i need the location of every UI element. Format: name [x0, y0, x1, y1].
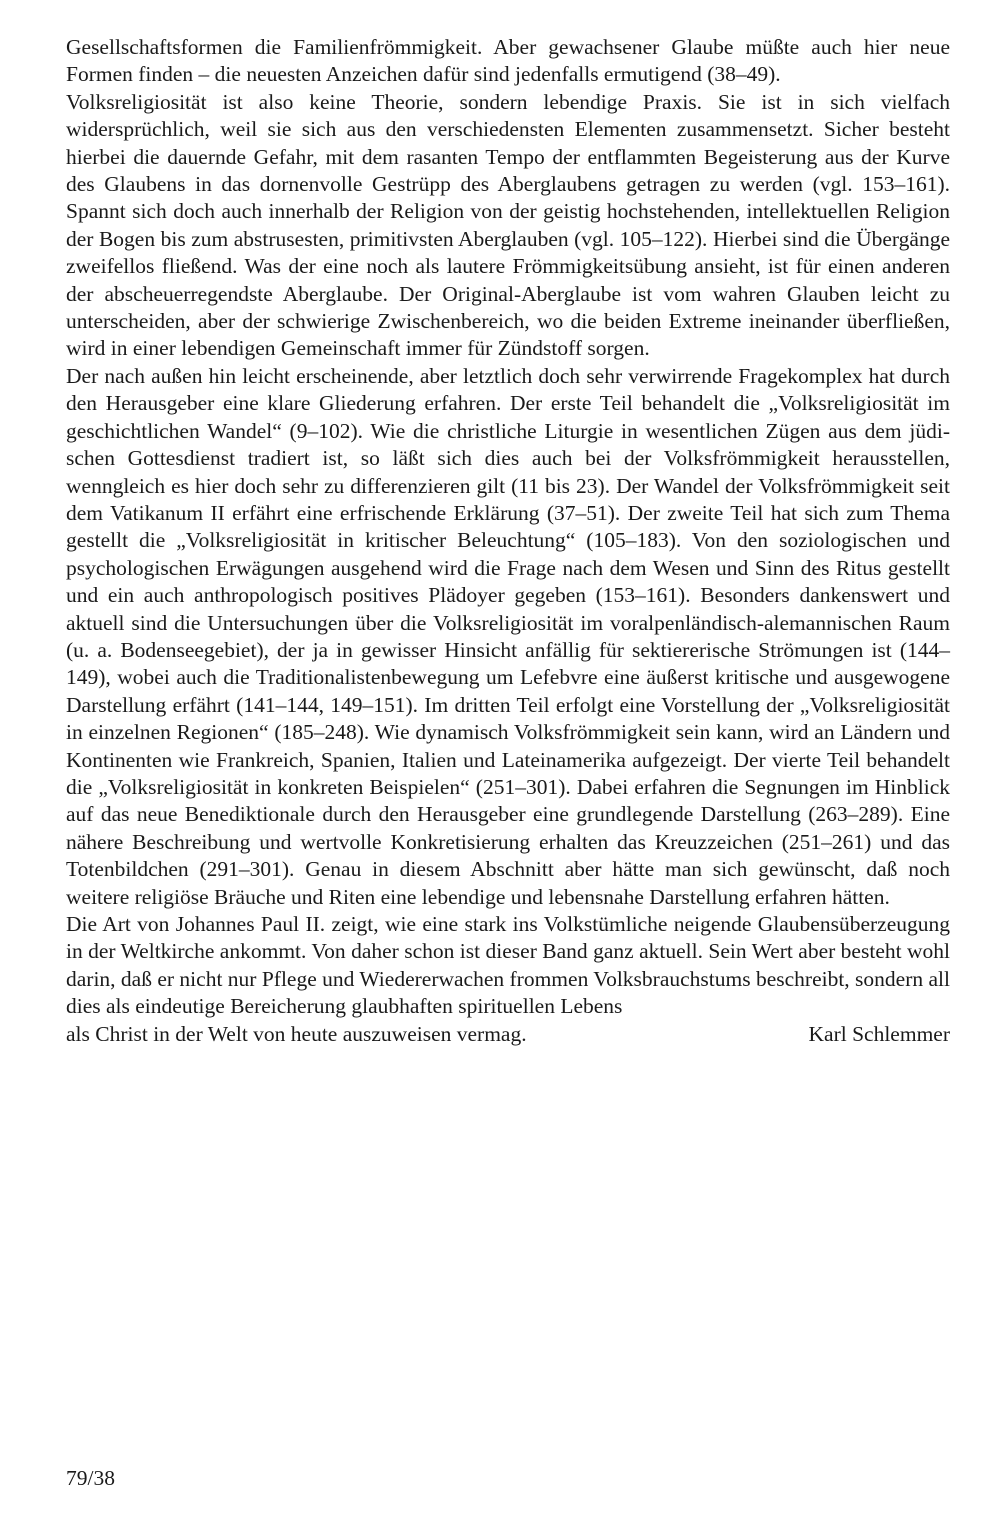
paragraph-final-body: Die Art von Johannes Paul II. zeigt, wie eine stark ins Volkstümliche neigende Glaubensüberzeugung in der Weltkirche ankommt. Von daher schon ist dieser Band ganz aktuell. Sein Wert aber besteht wohl darin, daß er nicht nur Pflege und Wiedererwachen frommen Volksbrauchstums beschreibt, sondern all dies als eindeutige Bereicherung glaubhaften spirituellen Lebens: [66, 912, 950, 1019]
paragraph-final-last-line: [66, 1021, 950, 1048]
paragraph-final: [66, 911, 950, 1048]
paragraph-1: Gesellschaftsformen die Familienfrömmigkeit. Aber gewachsener Glaube müßte auch hier neue Formen finden – die neuesten Anzeichen dafür sind jedenfalls ermutigend (38–49).: [66, 35, 950, 87]
paragraph-2: Volksreligiosität ist also keine Theorie, sondern lebendige Praxis. Sie ist in sich vielfach widersprüchlich, weil sie sich aus den verschiedensten Elementen zusammensetzt. Sicher besteht hierbei die dauernde Gefahr, mit dem rasanten Tempo der entflammten Begeisterung aus der Kurve des Glaubens in das dornenvolle Gestrüpp des Aberglaubens getragen zu werden (vgl. 153–161). Spannt sich doch auch innerhalb der Religion von der geistig hochstehenden, intellektuellen Religion der Bogen bis zum abstrusesten, primitivsten Aberglauben (vgl. 105–122). Hierbei sind die Übergänge zweifellos fließend. Was der eine noch als lautere Frömmigkeitsübung ansieht, ist für einen anderen der abscheuerregendste Aberglaube. Der Original-Aberglaube ist vom wahren Glauben leicht zu unterscheiden, aber der schwierige Zwischenbereich, wo die beiden Extreme ineinander überfließen, wird in einer lebendigen Gemeinschaft immer für Zündstoff sorgen.: [66, 89, 950, 361]
paragraph-final-closing: als Christ in der Welt von heute auszuweisen vermag.: [66, 1021, 527, 1046]
document-page: [66, 34, 950, 1048]
author-signature: Karl Schlemmer: [808, 1021, 950, 1046]
page-number: 79/38: [66, 1466, 115, 1490]
paragraph-3: Der nach außen hin leicht erscheinende, aber letztlich doch sehr verwirrende Fragekomplex hat durch den Herausgeber eine klare Gliederung erfahren. Der erste Teil behandelt die „Volksreligiosität im geschichtlichen Wandel“ (9–102). Wie die christliche Liturgie in wesentlichen Zügen aus dem jüdischen Gottesdienst tradiert ist, so läßt sich dies auch bei der Volksfrömmigkeit herausstellen, wenngleich es hier doch sehr zu differenzieren gilt (11 bis 23). Der Wandel der Volksfrömmigkeit seit dem Vatikanum II erfährt eine erfrischende Erklärung (37–51). Der zweite Teil hat sich zum Thema gestellt die „Volksreligiosität in kritischer Beleuchtung“ (105–183). Von den soziologischen und psychologischen Erwägungen ausgehend wird die Frage nach dem Wesen und Sinn des Ritus gestellt und ein auch anthropologisch positives Plädoyer gegeben (153–161). Besonders dankenswert und aktuell sind die Untersuchungen über die Volksreligiosität im voralpenländisch-alemannischen Raum (u. a. Bodenseegebiet), der ja in gewisser Hinsicht anfällig für sektiererische Strömungen ist (144–149), wobei auch die Traditionalistenbewegung um Lefebvre eine äußerst kritische und ausgewogene Darstellung erfährt (141–144, 149–151). Im dritten Teil erfolgt eine Vorstellung der „Volksreligiosität in einzelnen Regionen“ (185–248). Wie dynamisch Volksfrömmigkeit sein kann, wird an Ländern und Kontinenten wie Frankreich, Spanien, Italien und Lateinamerika aufgezeigt. Der vierte Teil behandelt die „Volksreligiosität in konkreten Beispielen“ (251–301). Dabei erfahren die Segnungen im Hinblick auf das neue Benediktionale durch den Herausgeber eine grundlegende Darstellung (263–289). Eine nähere Beschreibung und wertvolle Konkretisierung erhalten das Kreuzzeichen (251–261) und das Totenbildchen (291–301). Genau in diesem Abschnitt aber hätte man sich gewünscht, daß noch weitere religiöse Bräuche und Riten eine lebendige und lebensnahe Darstellung erfahren hätten.: [66, 363, 950, 909]
